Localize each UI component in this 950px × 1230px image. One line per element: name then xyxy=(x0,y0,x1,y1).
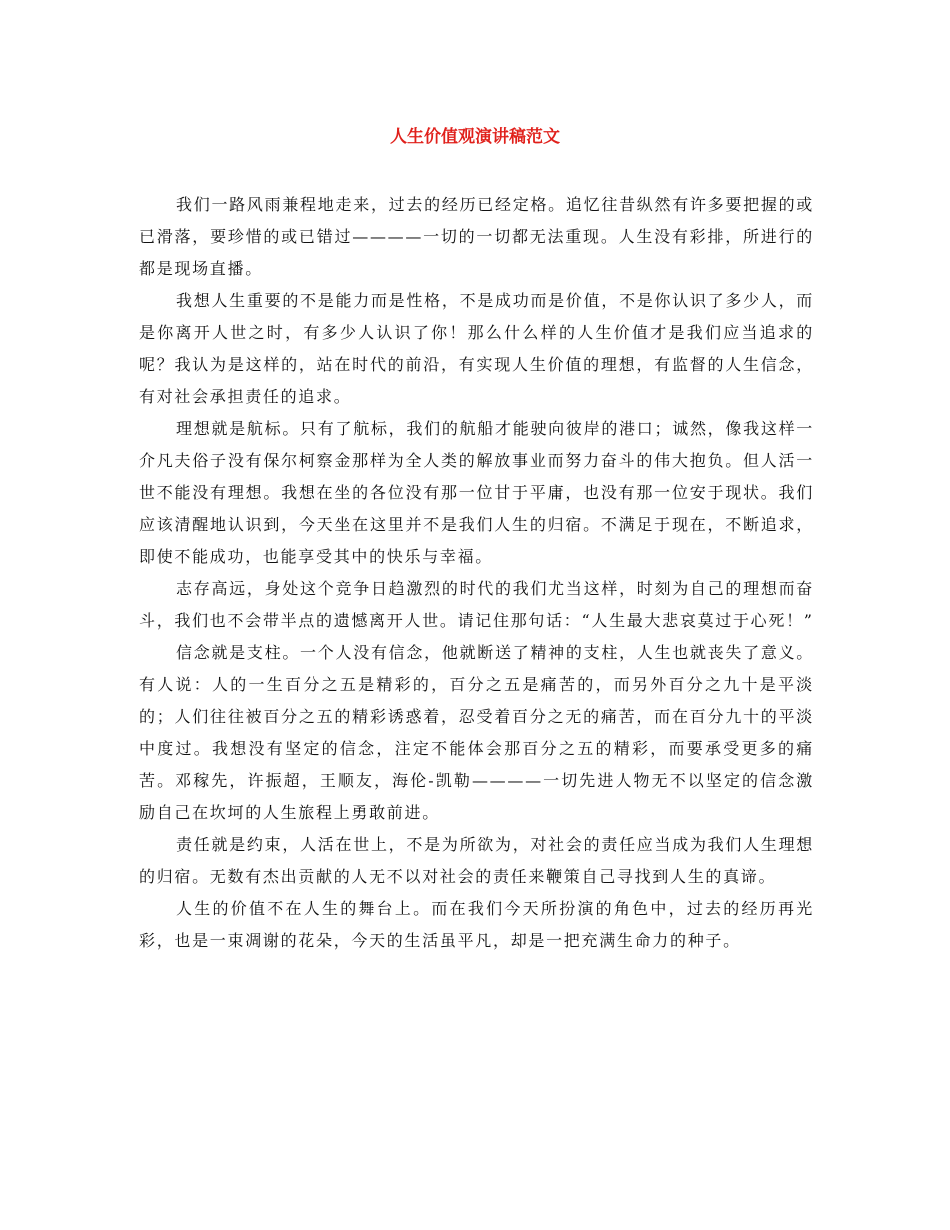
paragraph: 责任就是约束，人活在世上，不是为所欲为，对社会的责任应当成为我们人生理想的归宿。无数有杰出贡献的人无不以对社会的责任来鞭策自己寻找到人生的真谛。 xyxy=(139,835,814,886)
document-body xyxy=(139,189,814,957)
paragraph: 信念就是支柱。一个人没有信念，他就断送了精神的支柱，人生也就丧失了意义。有人说：人的一生百分之五是精彩的，百分之五是痛苦的，而另外百分之九十是平淡的；人们往往被百分之五的精彩诱惑着，忍受着百分之无的痛苦，而在百分九十的平淡中度过。我想没有坚定的信念，注定不能体会那百分之五的精彩，而要承受更多的痛苦。邓稼先，许振超，王顺友，海伦-凯勒————一切先进人物无不以坚定的信念激励自己在坎坷的人生旅程上勇敢前进。 xyxy=(139,643,814,822)
paragraph: 我想人生重要的不是能力而是性格，不是成功而是价值，不是你认识了多少人，而是你离开人世之时，有多少人认识了你！那么什么样的人生价值才是我们应当追求的呢？我认为是这样的，站在时代的前沿，有实现人生价值的理想，有监督的人生信念，有对社会承担责任的追求。 xyxy=(139,291,814,406)
paragraph: 我们一路风雨兼程地走来，过去的经历已经定格。追忆往昔纵然有许多要把握的或已滑落，要珍惜的或已错过————一切的一切都无法重现。人生没有彩排，所进行的都是现场直播。 xyxy=(139,195,814,278)
paragraph: 理想就是航标。只有了航标，我们的航船才能驶向彼岸的港口；诚然，像我这样一介凡夫俗子没有保尔柯察金那样为全人类的解放事业而努力奋斗的伟大抱负。但人活一世不能没有理想。我想在坐的各位没有那一位甘于平庸，也没有那一位安于现状。我们应该清醒地认识到，今天坐在这里并不是我们人生的归宿。不满足于现在，不断追求，即使不能成功，也能享受其中的快乐与幸福。 xyxy=(139,419,814,566)
document-title: 人生价值观演讲稿范文 xyxy=(390,127,560,147)
paragraph: 人生的价值不在人生的舞台上。而在我们今天所扮演的角色中，过去的经历再光彩，也是一束凋谢的花朵，今天的生活虽平凡，却是一把充满生命力的种子。 xyxy=(139,899,814,950)
paragraph: 志存高远，身处这个竞争日趋激烈的时代的我们尤当这样，时刻为自己的理想而奋斗，我们也不会带半点的遗憾离开人世。请记住那句话：“人生最大悲哀莫过于心死！” xyxy=(139,579,814,630)
